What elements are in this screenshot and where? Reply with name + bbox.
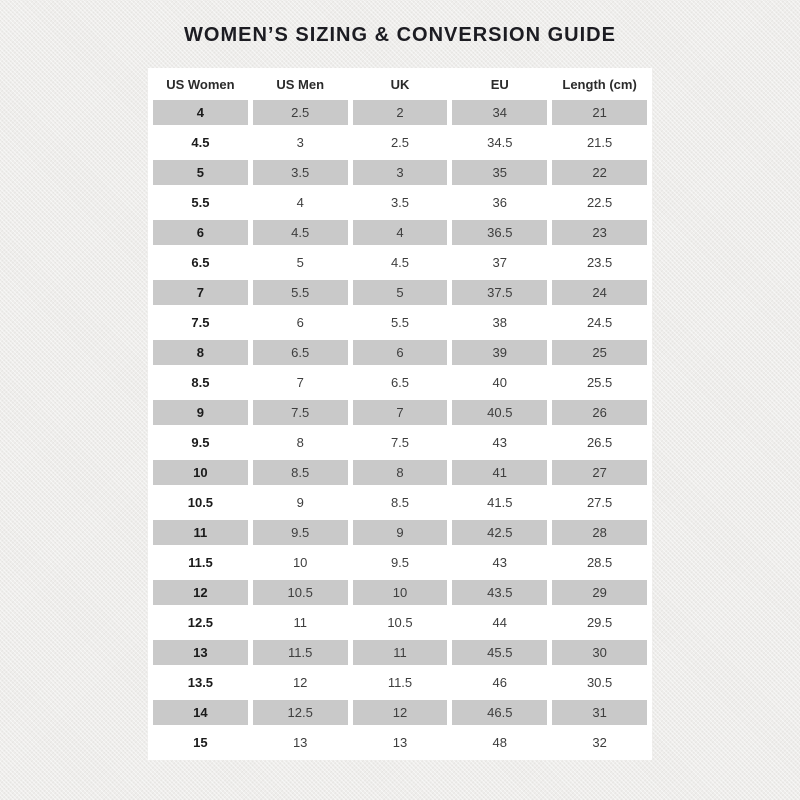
cell-us-women: 11.5: [188, 555, 213, 570]
table-row: [153, 400, 647, 425]
cell-eu: 43: [492, 435, 508, 450]
cell-eu: 45.5: [452, 640, 547, 665]
table-row: [153, 190, 647, 215]
cell-us-men: 2.5: [253, 100, 348, 125]
cell-us-men: 8: [296, 435, 304, 450]
cell-length-cm: 25.5: [586, 375, 613, 390]
cell-uk: 5: [353, 280, 448, 305]
cell-uk: 6: [353, 340, 448, 365]
cell-eu: 39: [452, 340, 547, 365]
table-row: [153, 250, 647, 275]
cell-length-cm: 24.5: [586, 315, 613, 330]
cell-us-men: 3: [296, 135, 304, 150]
table-row: [153, 280, 647, 305]
sizing-table: [148, 68, 652, 760]
table-row: [153, 340, 647, 365]
cell-uk: 8.5: [390, 495, 410, 510]
cell-length-cm: 31: [552, 700, 647, 725]
cell-us-women: 13: [153, 640, 248, 665]
cell-eu: 37: [492, 255, 508, 270]
sizing-table-card: [148, 68, 652, 760]
table-row: [153, 460, 647, 485]
cell-us-men: 6: [296, 315, 304, 330]
cell-length-cm: 22.5: [586, 195, 613, 210]
cell-eu: 38: [492, 315, 508, 330]
cell-uk: 2: [353, 100, 448, 125]
cell-length-cm: 32: [592, 735, 607, 750]
cell-uk: 9: [353, 520, 448, 545]
cell-us-women: 6.5: [191, 255, 210, 270]
cell-uk: 3: [353, 160, 448, 185]
cell-us-men: 10.5: [253, 580, 348, 605]
table-row: [153, 670, 647, 695]
cell-length-cm: 25: [552, 340, 647, 365]
cell-uk: 11.5: [387, 675, 413, 690]
cell-us-men: 7.5: [253, 400, 348, 425]
cell-length-cm: 29.5: [586, 615, 613, 630]
table-row: [153, 610, 647, 635]
cell-length-cm: 21: [552, 100, 647, 125]
cell-uk: 10.5: [387, 615, 413, 630]
cell-eu: 40: [492, 375, 508, 390]
cell-us-women: 12: [153, 580, 248, 605]
cell-us-women: 7.5: [191, 315, 210, 330]
cell-us-women: 8.5: [191, 375, 210, 390]
cell-us-women: 7: [153, 280, 248, 305]
cell-eu: 41.5: [487, 495, 513, 510]
cell-uk: 5.5: [390, 315, 410, 330]
cell-us-men: 5: [296, 255, 304, 270]
cell-us-men: 11: [293, 615, 307, 630]
cell-uk: 2.5: [390, 135, 410, 150]
cell-us-women: 4: [153, 100, 248, 125]
cell-us-men: 9: [296, 495, 304, 510]
cell-us-men: 6.5: [253, 340, 348, 365]
cell-length-cm: 24: [552, 280, 647, 305]
column-header-length-cm: Length (cm): [562, 76, 637, 92]
cell-length-cm: 26.5: [586, 435, 613, 450]
cell-length-cm: 21.5: [586, 135, 613, 150]
cell-us-men: 7: [296, 375, 304, 390]
page-title: WOMEN’S SIZING & CONVERSION GUIDE: [184, 24, 616, 46]
cell-us-men: 13: [292, 735, 308, 750]
cell-eu: 48: [492, 735, 508, 750]
cell-eu: 40.5: [452, 400, 547, 425]
cell-us-men: 10: [292, 555, 308, 570]
cell-us-women: 14: [153, 700, 248, 725]
cell-length-cm: 30.5: [586, 675, 613, 690]
table-row: [153, 550, 647, 575]
cell-us-women: 13.5: [187, 675, 214, 690]
cell-length-cm: 29: [552, 580, 647, 605]
cell-eu: 46.5: [452, 700, 547, 725]
cell-eu: 36: [492, 195, 508, 210]
cell-length-cm: 27.5: [586, 495, 613, 510]
cell-us-men: 3.5: [253, 160, 348, 185]
cell-uk: 7.5: [390, 435, 410, 450]
cell-us-women: 5: [153, 160, 248, 185]
cell-length-cm: 30: [552, 640, 647, 665]
table-row: [153, 310, 647, 335]
cell-us-men: 5.5: [253, 280, 348, 305]
cell-us-women: 9.5: [191, 435, 210, 450]
cell-us-men: 4.5: [253, 220, 348, 245]
table-row: [153, 100, 647, 125]
cell-uk: 4: [353, 220, 448, 245]
table-row: [153, 220, 647, 245]
column-header-eu: EU: [490, 76, 509, 92]
cell-us-women: 15: [193, 735, 208, 750]
cell-uk: 4.5: [390, 255, 410, 270]
cell-length-cm: 23.5: [586, 255, 613, 270]
cell-us-men: 8.5: [253, 460, 348, 485]
cell-eu: 42.5: [452, 520, 547, 545]
table-row: [153, 700, 647, 725]
cell-us-women: 5.5: [191, 195, 210, 210]
table-row: [153, 430, 647, 455]
cell-eu: 34.5: [487, 135, 513, 150]
cell-length-cm: 27: [552, 460, 647, 485]
cell-uk: 3.5: [390, 195, 410, 210]
table-header-row: [153, 73, 647, 95]
cell-length-cm: 26: [552, 400, 647, 425]
cell-eu: 46: [492, 675, 508, 690]
cell-uk: 13: [392, 735, 408, 750]
cell-eu: 36.5: [452, 220, 547, 245]
cell-eu: 44: [492, 615, 508, 630]
cell-eu: 43: [492, 555, 508, 570]
cell-uk: 10: [353, 580, 448, 605]
cell-eu: 35: [452, 160, 547, 185]
table-row: [153, 730, 647, 755]
cell-length-cm: 23: [552, 220, 647, 245]
cell-uk: 12: [353, 700, 448, 725]
table-row: [153, 370, 647, 395]
table-row: [153, 520, 647, 545]
cell-eu: 34: [452, 100, 547, 125]
table-row: [153, 160, 647, 185]
cell-uk: 6.5: [390, 375, 410, 390]
cell-us-women: 10: [153, 460, 248, 485]
table-row: [153, 640, 647, 665]
table-row: [153, 130, 647, 155]
cell-us-women: 4.5: [191, 135, 210, 150]
cell-eu: 37.5: [452, 280, 547, 305]
cell-us-women: 10.5: [187, 495, 214, 510]
cell-us-women: 9: [153, 400, 248, 425]
cell-us-men: 12.5: [253, 700, 348, 725]
cell-uk: 11: [353, 640, 448, 665]
cell-us-women: 6: [153, 220, 248, 245]
cell-length-cm: 28: [552, 520, 647, 545]
cell-eu: 43.5: [452, 580, 547, 605]
cell-us-women: 8: [153, 340, 248, 365]
cell-us-men: 4: [296, 195, 304, 210]
column-header-uk: UK: [390, 76, 410, 92]
cell-length-cm: 28.5: [586, 555, 613, 570]
column-header-us-women: US Women: [166, 76, 235, 92]
cell-us-men: 12: [292, 675, 308, 690]
cell-us-women: 12.5: [187, 615, 214, 630]
cell-uk: 8: [353, 460, 448, 485]
table-body: [153, 100, 647, 755]
cell-us-women: 11: [153, 520, 248, 545]
cell-us-men: 11.5: [253, 640, 348, 665]
cell-eu: 41: [452, 460, 547, 485]
cell-length-cm: 22: [552, 160, 647, 185]
table-row: [153, 580, 647, 605]
cell-us-men: 9.5: [253, 520, 348, 545]
table-row: [153, 490, 647, 515]
column-header-us-men: US Men: [276, 76, 325, 92]
cell-uk: 9.5: [390, 555, 410, 570]
cell-uk: 7: [353, 400, 448, 425]
